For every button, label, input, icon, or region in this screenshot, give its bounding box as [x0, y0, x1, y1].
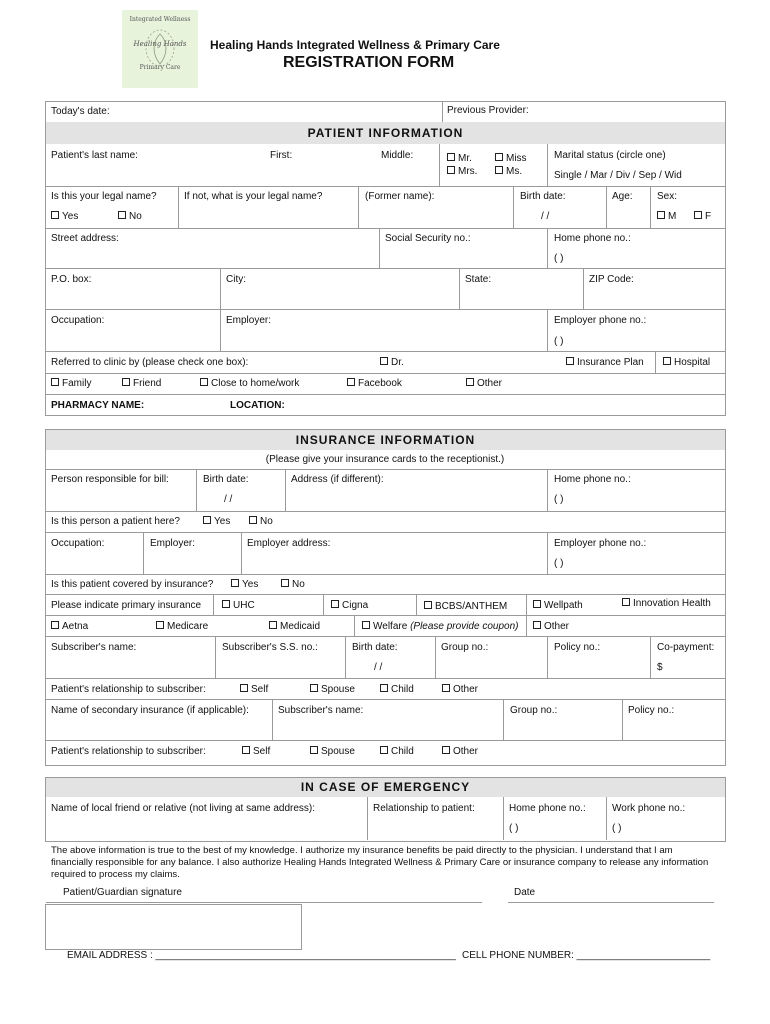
checkbox[interactable] — [310, 746, 318, 754]
checkbox[interactable] — [566, 357, 574, 365]
checkbox[interactable] — [380, 684, 388, 692]
cigna-option[interactable]: Cigna — [331, 600, 368, 612]
ssn-label: Social Security no.: — [385, 233, 471, 244]
divider — [46, 636, 725, 637]
insurance-note: (Please give your insurance cards to the receptionist.) — [265, 454, 505, 465]
divider — [46, 186, 725, 187]
patient-here-yes-option[interactable]: Yes — [203, 516, 230, 528]
divider — [46, 574, 725, 575]
responsible-address-label: Address (if different): — [291, 474, 384, 485]
referred-hospital-option[interactable]: Hospital — [663, 357, 710, 369]
title-mrs-option[interactable]: Mrs. — [447, 166, 477, 178]
divider — [241, 532, 242, 574]
marital-status-options[interactable]: Single / Mar / Div / Sep / Wid — [554, 170, 682, 181]
referred-close-option[interactable]: Close to home/work — [200, 378, 299, 390]
divider — [439, 144, 440, 186]
checkbox[interactable] — [663, 357, 671, 365]
divider — [213, 594, 214, 615]
secondary-insurance-label: Name of secondary insurance (if applicable): — [51, 705, 249, 716]
divider — [547, 309, 548, 351]
checkbox[interactable] — [347, 378, 355, 386]
legal-name-if-not-label: If not, what is your legal name? — [184, 191, 323, 202]
checkbox[interactable] — [122, 378, 130, 386]
insured-occupation-label: Occupation: — [51, 538, 105, 549]
divider — [358, 186, 359, 228]
divider — [46, 228, 725, 229]
divider — [547, 144, 548, 186]
divider — [354, 615, 355, 636]
divider — [46, 615, 725, 616]
legal-no-option[interactable]: No — [118, 211, 142, 223]
title-ms-option[interactable]: Ms. — [495, 166, 522, 178]
divider — [285, 469, 286, 511]
insured-employer-phone-field[interactable]: ( ) — [554, 558, 564, 569]
secondary-subscriber-name-label: Subscriber's name: — [278, 705, 364, 716]
subscriber-ssn-label: Subscriber's S.S. no.: — [222, 642, 318, 653]
policy-no-label: Policy no.: — [554, 642, 601, 653]
title-mr-option[interactable]: Mr. — [447, 153, 472, 165]
divider — [503, 797, 504, 840]
sex-f-option[interactable]: F — [694, 211, 711, 223]
former-name-label: (Former name): — [365, 191, 435, 202]
divider — [46, 532, 725, 533]
patient-here-question: Is this person a patient here? — [51, 516, 180, 527]
divider — [272, 699, 273, 740]
checkbox[interactable] — [240, 684, 248, 692]
checkbox[interactable] — [51, 378, 59, 386]
relationship-label: Patient's relationship to subscriber: — [51, 684, 206, 695]
employer-phone-field[interactable]: ( ) — [554, 336, 564, 347]
referred-facebook-option[interactable]: Facebook — [347, 378, 402, 390]
first-name-label: First: — [270, 150, 293, 161]
divider — [459, 268, 460, 309]
checkbox[interactable] — [694, 211, 702, 219]
divider — [435, 636, 436, 678]
divider — [367, 797, 368, 840]
covered-question: Is this patient covered by insurance? — [51, 579, 214, 590]
copayment-label: Co-payment: — [657, 642, 715, 653]
employer-phone-label: Employer phone no.: — [554, 315, 647, 326]
divider — [606, 186, 607, 228]
divider — [220, 309, 221, 351]
legal-name-question: Is this your legal name? — [51, 191, 157, 202]
checkbox[interactable] — [495, 153, 503, 161]
divider — [46, 309, 725, 310]
birth-date-label: Birth date: — [520, 191, 566, 202]
checkbox[interactable] — [447, 166, 455, 174]
divider — [583, 268, 584, 309]
divider — [606, 797, 607, 840]
emergency-header: IN CASE OF EMERGENCY — [46, 778, 725, 797]
checkbox[interactable] — [231, 579, 239, 587]
checkbox[interactable] — [622, 598, 630, 606]
emergency-home-phone-field[interactable]: ( ) — [509, 823, 519, 834]
state-label: State: — [465, 274, 492, 285]
innovation-option[interactable]: Innovation Health — [622, 598, 711, 610]
city-label: City: — [226, 274, 246, 285]
street-address-label: Street address: — [51, 233, 119, 244]
divider — [547, 469, 548, 511]
referred-other-option[interactable]: Other — [466, 378, 502, 390]
medicare-option[interactable]: Medicare — [156, 621, 208, 633]
relationship-spouse-option[interactable]: Spouse — [310, 684, 355, 696]
title-miss-option[interactable]: Miss — [495, 153, 527, 165]
logo-text-bottom: Primary Care — [139, 64, 181, 71]
emergency-work-phone-field[interactable]: ( ) — [612, 823, 622, 834]
po-box-label: P.O. box: — [51, 274, 92, 285]
welfare-note: (Please provide coupon) — [410, 621, 519, 632]
divider — [650, 186, 651, 228]
divider — [46, 678, 725, 679]
checkbox[interactable] — [331, 600, 339, 608]
previous-provider-label: Previous Provider: — [447, 105, 529, 116]
patient-here-no-option[interactable]: No — [249, 516, 273, 528]
sex-m-option[interactable]: M — [657, 211, 676, 223]
divider — [46, 268, 725, 269]
pharmacy-location-label: LOCATION: — [230, 400, 285, 411]
checkbox[interactable] — [466, 378, 474, 386]
divider — [526, 594, 527, 615]
covered-yes-option[interactable]: Yes — [231, 579, 258, 591]
emergency-relationship-label: Relationship to patient: — [373, 803, 475, 814]
pharmacy-name-label: PHARMACY NAME: — [51, 400, 145, 411]
checkbox[interactable] — [447, 153, 455, 161]
signature-field[interactable] — [45, 904, 302, 950]
divider — [46, 469, 725, 470]
checkbox[interactable] — [442, 684, 450, 692]
secondary-spouse-option[interactable]: Spouse — [310, 746, 355, 758]
divider — [46, 740, 725, 741]
checkbox[interactable] — [118, 211, 126, 219]
divider — [46, 373, 725, 374]
checkbox[interactable] — [269, 621, 277, 629]
copayment-field[interactable]: $ — [657, 662, 663, 673]
primary-insurance-label: Please indicate primary insurance — [51, 600, 202, 611]
sex-label: Sex: — [657, 191, 678, 202]
referred-friend-option[interactable]: Friend — [122, 378, 161, 390]
relationship-self-option[interactable]: Self — [240, 684, 268, 696]
divider — [46, 594, 725, 595]
secondary-child-option[interactable]: Child — [380, 746, 414, 758]
email-address-field[interactable]: EMAIL ADDRESS : ______________________________________________________ — [67, 950, 456, 961]
checkbox[interactable] — [362, 621, 370, 629]
emergency-home-phone-label: Home phone no.: — [509, 803, 586, 814]
checkbox[interactable] — [380, 357, 388, 365]
middle-name-label: Middle: — [381, 150, 414, 161]
responsible-birth-date-label: Birth date: — [203, 474, 249, 485]
divider — [46, 351, 725, 352]
emergency-work-phone-label: Work phone no.: — [612, 803, 686, 814]
subscriber-name-label: Subscriber's name: — [51, 642, 137, 653]
referred-label: Referred to clinic by (please check one box): — [51, 357, 249, 368]
welfare-option[interactable]: Welfare (Please provide coupon) — [362, 621, 518, 633]
relationship-other-option[interactable]: Other — [442, 684, 478, 696]
divider — [503, 699, 504, 740]
divider — [46, 902, 482, 903]
insurance-info-header: INSURANCE INFORMATION — [46, 430, 725, 450]
bcbs-option[interactable]: BCBS/ANTHEM — [424, 601, 507, 613]
employer-label: Employer: — [226, 315, 272, 326]
legal-yes-option[interactable]: Yes — [51, 211, 78, 223]
responsible-home-phone-label: Home phone no.: — [554, 474, 631, 485]
insured-employer-phone-label: Employer phone no.: — [554, 538, 647, 549]
signature-date-label: Date — [514, 887, 536, 898]
secondary-group-no-label: Group no.: — [510, 705, 558, 716]
referred-family-option[interactable]: Family — [51, 378, 91, 390]
responsible-birth-date-field[interactable]: / / — [224, 494, 233, 505]
home-phone-label: Home phone no.: — [554, 233, 631, 244]
checkbox[interactable] — [200, 378, 208, 386]
logo-text-top: Integrated Wellness — [129, 16, 191, 23]
divider — [46, 511, 725, 512]
cell-phone-field[interactable]: CELL PHONE NUMBER: ________________________ — [462, 950, 711, 961]
employer-address-label: Employer address: — [247, 538, 331, 549]
checkbox[interactable] — [51, 211, 59, 219]
checkbox[interactable] — [495, 166, 503, 174]
divider — [547, 532, 548, 574]
divider — [547, 228, 548, 268]
checkbox[interactable] — [281, 579, 289, 587]
divider — [323, 594, 324, 615]
medicaid-option[interactable]: Medicaid — [269, 621, 320, 633]
subscriber-birth-date-field[interactable]: / / — [374, 662, 383, 673]
signature-label: Patient/Guardian signature — [63, 887, 182, 898]
checkbox[interactable] — [442, 746, 450, 754]
referred-dr-option[interactable]: Dr. — [380, 357, 404, 369]
divider — [655, 351, 656, 373]
todays-date-label: Today's date: — [51, 106, 110, 117]
authorization-statement: The above information is true to the best of my knowledge. I authorize my insurance benefits be paid directly to the physician. I understand that I am financially responsible for any balance. I also authorize Healing Hands Integrated Wellness & Primary Care or insurance company to release any information required to process my claims. — [51, 845, 709, 880]
divider — [379, 228, 380, 268]
divider — [416, 594, 417, 615]
insured-employer-label: Employer: — [150, 538, 196, 549]
wellpath-option[interactable]: Wellpath — [533, 600, 583, 612]
divider — [46, 394, 725, 395]
checkbox[interactable] — [242, 746, 250, 754]
checkbox[interactable] — [424, 601, 432, 609]
responsible-home-phone-field[interactable]: ( ) — [554, 494, 564, 505]
checkbox[interactable] — [533, 600, 541, 608]
divider — [220, 268, 221, 309]
divider — [46, 699, 725, 700]
marital-status-label: Marital status (circle one) — [554, 150, 666, 161]
subscriber-birth-date-label: Birth date: — [352, 642, 398, 653]
insurance-other-option[interactable]: Other — [533, 621, 569, 633]
uhc-option[interactable]: UHC — [222, 600, 255, 612]
local-friend-label: Name of local friend or relative (not living at same address): — [51, 803, 316, 814]
referred-insurance-option[interactable]: Insurance Plan — [566, 357, 644, 369]
checkbox[interactable] — [222, 600, 230, 608]
divider — [526, 615, 527, 636]
aetna-option[interactable]: Aetna — [51, 621, 88, 633]
secondary-relationship-label: Patient's relationship to subscriber: — [51, 746, 206, 757]
form-title: REGISTRATION FORM — [283, 54, 455, 71]
divider — [345, 636, 346, 678]
checkbox[interactable] — [310, 684, 318, 692]
secondary-self-option[interactable]: Self — [242, 746, 270, 758]
divider — [143, 532, 144, 574]
divider — [508, 902, 714, 903]
group-no-label: Group no.: — [441, 642, 489, 653]
checkbox[interactable] — [156, 621, 164, 629]
clinic-logo — [122, 10, 198, 88]
checkbox[interactable] — [249, 516, 257, 524]
zip-code-label: ZIP Code: — [589, 274, 634, 285]
clinic-name: Healing Hands Integrated Wellness & Primary Care — [210, 38, 500, 52]
divider — [547, 636, 548, 678]
last-name-label: Patient's last name: — [51, 150, 138, 161]
checkbox[interactable] — [51, 621, 59, 629]
divider — [178, 186, 179, 228]
home-phone-field[interactable]: ( ) — [554, 253, 564, 264]
divider — [196, 469, 197, 511]
divider — [215, 636, 216, 678]
responsible-person-label: Person responsible for bill: — [51, 474, 169, 485]
patient-info-header: PATIENT INFORMATION — [46, 122, 725, 144]
secondary-other-option[interactable]: Other — [442, 746, 478, 758]
divider — [622, 699, 623, 740]
logo-text-main: Healing Hands — [133, 40, 187, 48]
divider — [650, 636, 651, 678]
checkbox[interactable] — [203, 516, 211, 524]
checkbox[interactable] — [380, 746, 388, 754]
covered-no-option[interactable]: No — [281, 579, 305, 591]
occupation-label: Occupation: — [51, 315, 105, 326]
age-label: Age: — [612, 191, 633, 202]
secondary-policy-no-label: Policy no.: — [628, 705, 675, 716]
checkbox[interactable] — [657, 211, 665, 219]
relationship-child-option[interactable]: Child — [380, 684, 414, 696]
divider — [513, 186, 514, 228]
divider — [442, 101, 443, 122]
birth-date-field[interactable]: / / — [541, 211, 550, 222]
checkbox[interactable] — [533, 621, 541, 629]
